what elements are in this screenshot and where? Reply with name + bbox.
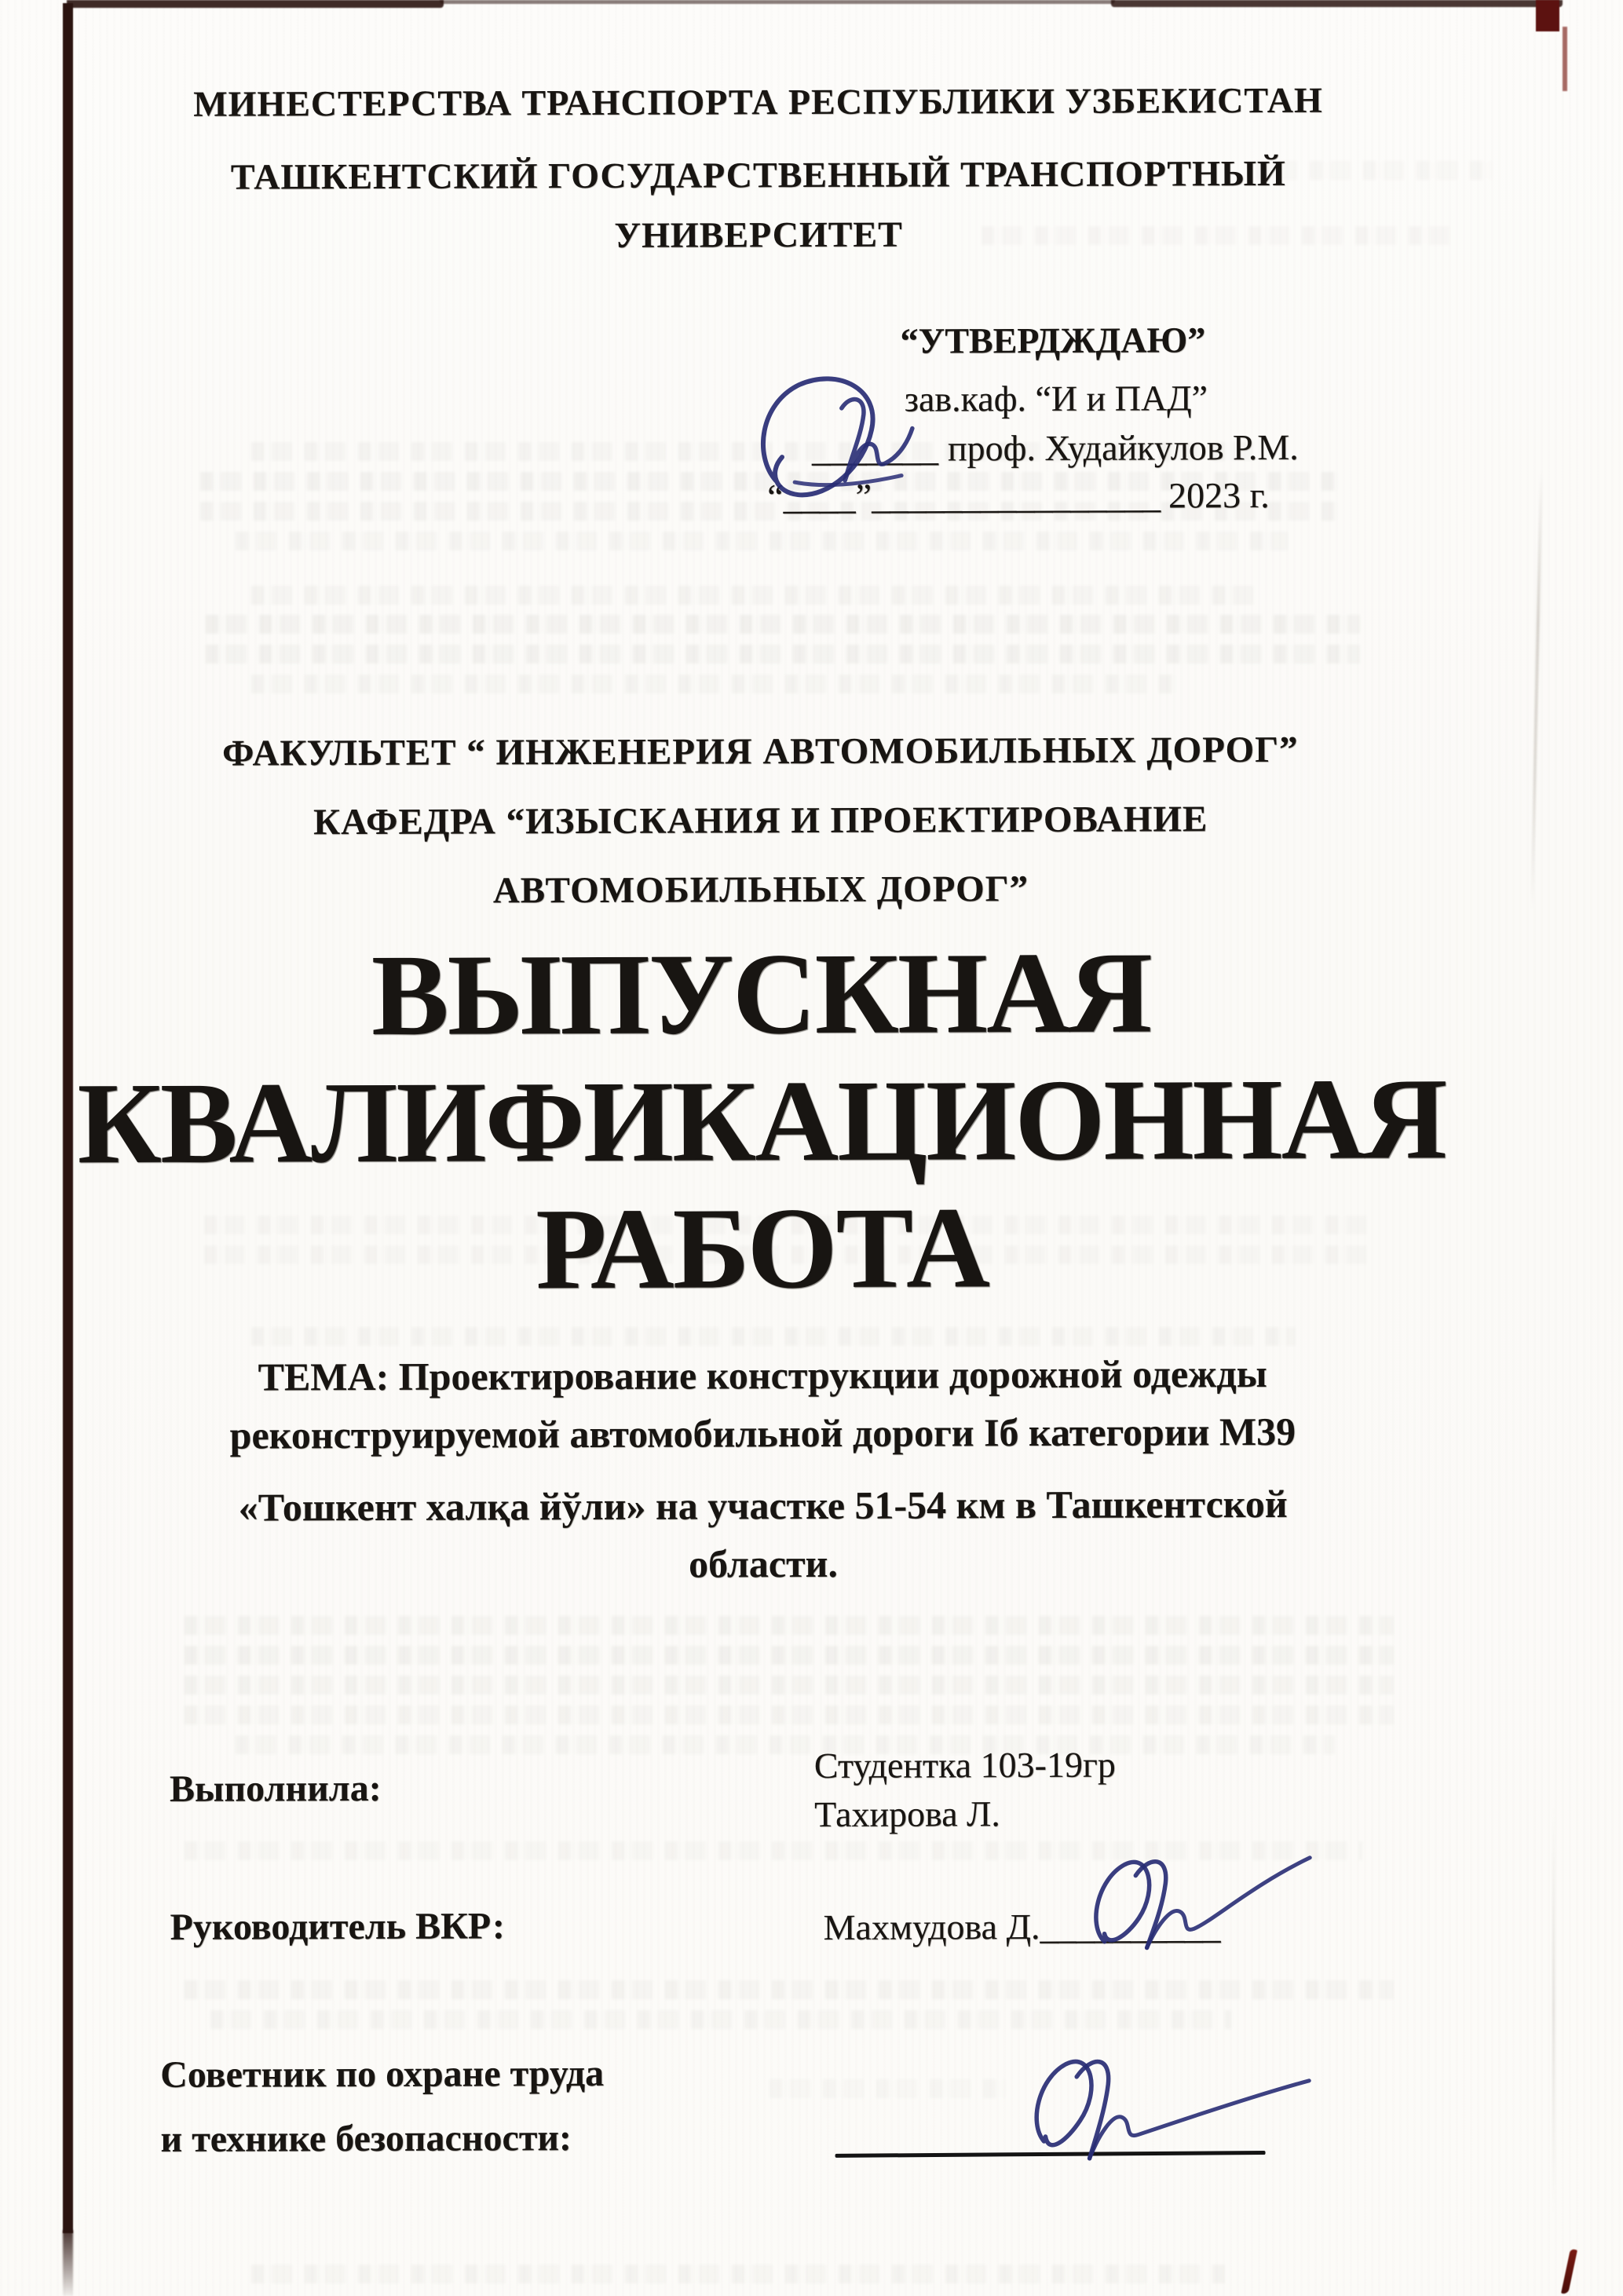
- main-title-line2: КВАЛИФИКАЦИОННАЯ: [77, 1055, 1446, 1189]
- main-title-line1: ВЫПУСКНАЯ: [371, 928, 1152, 1060]
- approval-approver-name: проф. Худайкулов Р.М.: [947, 426, 1299, 469]
- department-head-signature: [748, 362, 984, 512]
- thesis-topic-line2: реконструируемой автомобильной дороги Iб категории М39: [229, 1409, 1296, 1457]
- supervisor-blank: __________: [1040, 1906, 1221, 1947]
- safety-advisor-signature: [1020, 2046, 1335, 2177]
- approval-title: “УТВЕРДЖДАЮ”: [900, 320, 1206, 361]
- safety-advisor-label-line1: Советник по охране труда: [160, 2052, 605, 2096]
- university-name-line2: УНИВЕРСИТЕТ: [614, 214, 903, 255]
- department-name-line1: КАФЕДРА “ИЗЫСКАНИЯ И ПРОЕКТИРОВАНИЕ: [313, 799, 1208, 843]
- ministry-name: МИНЕСТЕРСТВА ТРАНСПОРТА РЕСПУБЛИКИ УЗБЕКИСТАН: [193, 79, 1323, 124]
- student-name: Тахирова Л.: [813, 1793, 1000, 1835]
- department-name-line2: АВТОМОБИЛЬНЫХ ДОРОГ”: [492, 868, 1029, 912]
- supervisor-name: Махмудова Д.: [823, 1906, 1040, 1947]
- main-title-line3: РАБОТА: [536, 1183, 989, 1314]
- approval-signature-blank: _______: [811, 428, 939, 470]
- safety-advisor-label-line2: и технике безопасности:: [160, 2117, 572, 2160]
- thesis-topic-line4: области.: [688, 1541, 838, 1586]
- approval-department-head: зав.каф. “И и ПАД”: [904, 378, 1208, 419]
- supervisor-label: Руководитель ВКР:: [170, 1905, 506, 1948]
- student-group: Студентка 103-19гр: [813, 1744, 1116, 1786]
- thesis-topic-line1: ТЕМА: Проектирование конструкции дорожной одежды: [258, 1351, 1267, 1399]
- university-name-line1: ТАШКЕНТСКИЙ ГОСУДАРСТВЕННЫЙ ТРАНСПОРТНЫЙ: [230, 152, 1286, 197]
- supervisor-signature: [1080, 1848, 1325, 1967]
- approval-date-quote-blank: “____”: [767, 476, 872, 517]
- approval-date-year: 2023 г.: [1168, 474, 1270, 516]
- approval-date-blank: ________________: [871, 475, 1161, 517]
- faculty-name: ФАКУЛЬТЕТ “ ИНЖЕНЕРИЯ АВТОМОБИЛЬНЫХ ДОРОГ”: [222, 729, 1299, 774]
- thesis-topic-line3: «Тошкент халқа йўли» на участке 51-54 км в Ташкентской: [238, 1481, 1288, 1530]
- executed-by-label: Выполнила:: [169, 1767, 382, 1810]
